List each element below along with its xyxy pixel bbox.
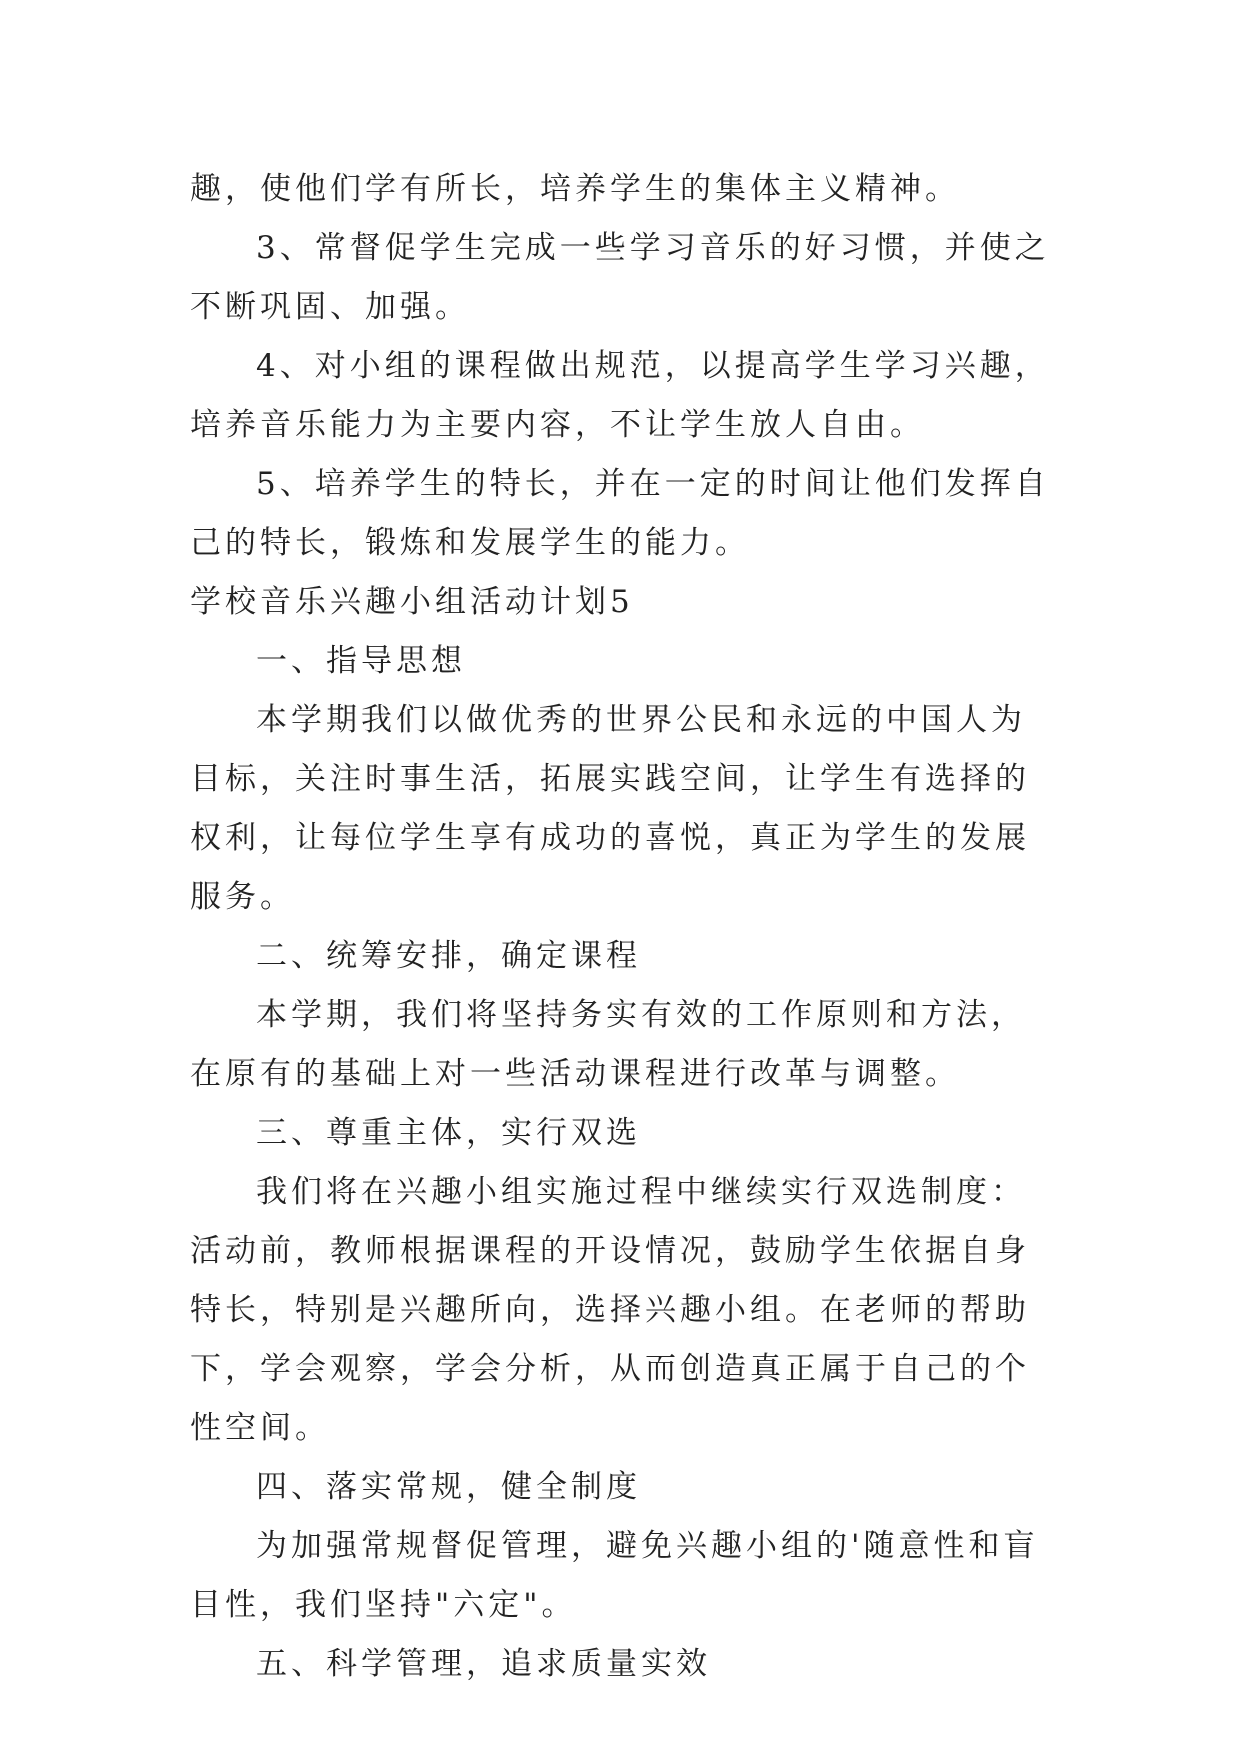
section-heading: 四、落实常规，健全制度 xyxy=(256,1469,641,1505)
section-heading: 一、指导思想 xyxy=(256,643,466,679)
paragraph: 5、培养学生的特长，并在一定的时间让他们发挥自己的特长，锻炼和发展学生的能力。 xyxy=(190,466,1050,561)
section-heading: 二、统筹安排，确定课程 xyxy=(256,938,641,974)
document-body xyxy=(190,160,1060,1694)
paragraph: 4、对小组的课程做出规范，以提高学生学习兴趣，培养音乐能力为主要内容，不让学生放人自由。 xyxy=(190,348,1050,443)
paragraph: 3、常督促学生完成一些学习音乐的好习惯，并使之不断巩固、加强。 xyxy=(190,230,1050,325)
paragraph: 本学期，我们将坚持务实有效的工作原则和方法，在原有的基础上对一些活动课程进行改革与调整。 xyxy=(190,997,1026,1092)
paragraph: 为加强常规督促管理，避免兴趣小组的'随意性和盲目性，我们坚持"六定"。 xyxy=(190,1528,1039,1623)
paragraph: 本学期我们以做优秀的世界公民和永远的中国人为目标，关注时事生活，拓展实践空间，让学生有选择的权利，让每位学生享有成功的喜悦，真正为学生的发展服务。 xyxy=(190,702,1030,915)
paragraph: 我们将在兴趣小组实施过程中继续实行双选制度：活动前，教师根据课程的开设情况，鼓励学生依据自身特长，特别是兴趣所向，选择兴趣小组。在老师的帮助下，学会观察，学会分析，从而创造真正属于自己的个性空间。 xyxy=(190,1174,1030,1446)
section-title: 学校音乐兴趣小组活动计划5 xyxy=(190,584,634,620)
section-heading: 三、尊重主体，实行双选 xyxy=(256,1115,641,1151)
section-heading: 五、科学管理，追求质量实效 xyxy=(256,1646,711,1682)
paragraph: 趣，使他们学有所长，培养学生的集体主义精神。 xyxy=(190,171,960,207)
